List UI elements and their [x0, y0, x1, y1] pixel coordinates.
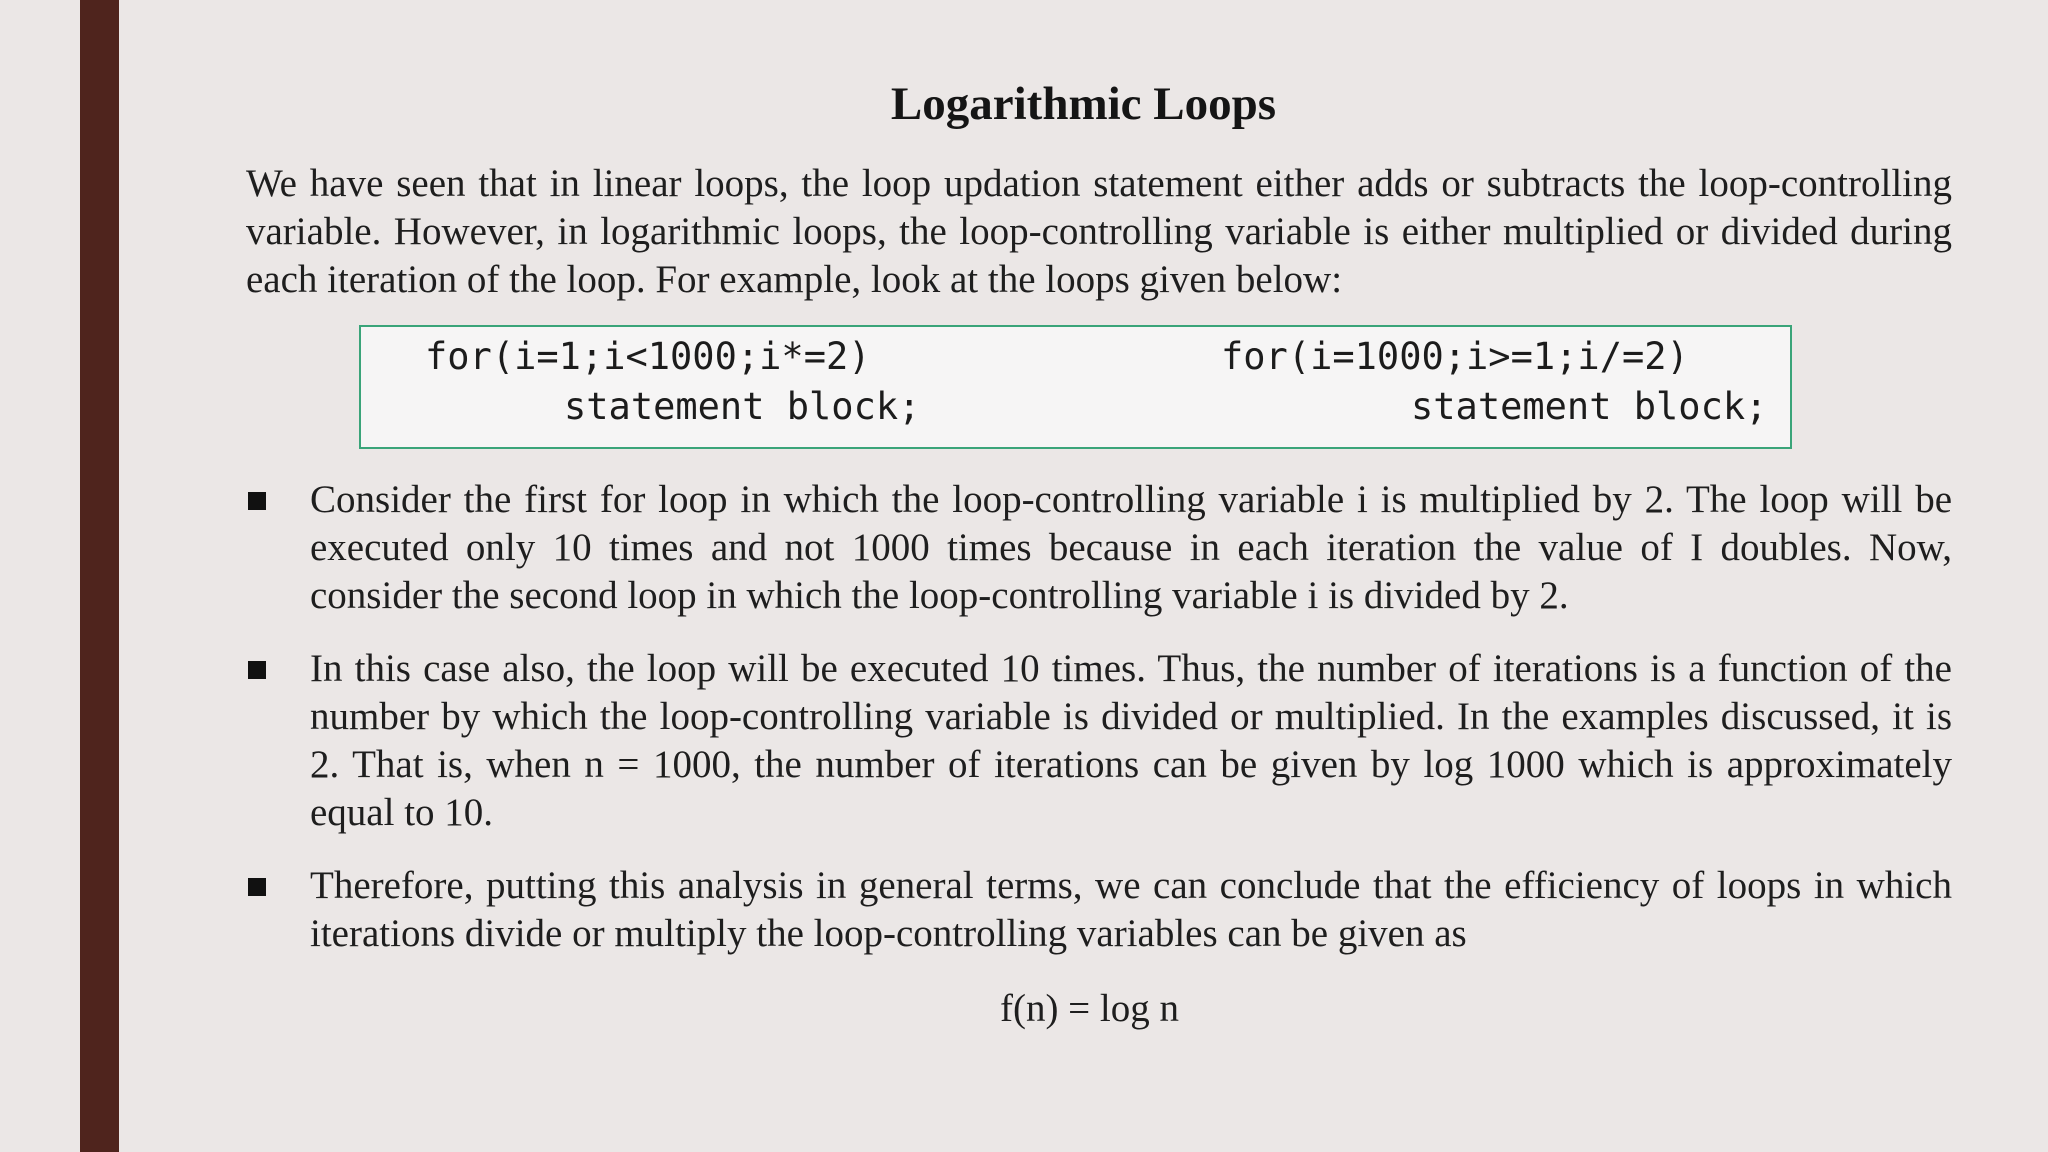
- bullet-text: In this case also, the loop will be executed 10 times. Thus, the number of iterations is a function of the number by which the loop-controlling variable is divided or multiplied. In the examples discussed, it is 2. That is, when n = 1000, the number of iterations can be given by log 1000 which is approximately equal to 10.: [310, 647, 1952, 834]
- code-right-loop-body: statement block;: [1411, 385, 1768, 428]
- bullet-text: Therefore, putting this analysis in general terms, we can conclude that the efficiency of loops in which iterations divide or multiply the loop-controlling variables can be given as: [310, 864, 1952, 955]
- bullet-item: [246, 862, 1952, 958]
- bullet-list: [246, 476, 1952, 983]
- bullet-item: [246, 476, 1952, 620]
- slide-left-margin: [0, 0, 80, 1152]
- bullet-item: [246, 645, 1952, 837]
- bullet-text: Consider the first for loop in which the loop-controlling variable i is multiplied by 2. The loop will be executed only 10 times and not 1000 times because in each iteration the value of I doubles. Now, consider the second loop in which the loop-controlling variable i is divided by 2.: [310, 478, 1952, 617]
- code-right-loop-header: for(i=1000;i>=1;i/=2): [1221, 335, 1689, 378]
- square-bullet-icon: [248, 878, 266, 896]
- square-bullet-icon: [248, 661, 266, 679]
- code-left-loop-header: for(i=1;i<1000;i*=2): [425, 335, 871, 378]
- slide-accent-bar: [80, 0, 119, 1152]
- slide-title: Logarithmic Loops: [890, 78, 1277, 130]
- efficiency-formula: f(n) = log n: [999, 987, 1180, 1030]
- code-example-box: [359, 325, 1792, 449]
- intro-paragraph: We have seen that in linear loops, the loop updation statement either adds or subtracts the loop-controlling variable. However, in logarithmic loops, the loop-controlling variable is either multiplied or divided during each iteration of the loop. For example, look at the loops given below:: [246, 162, 1952, 301]
- code-left-loop-body: statement block;: [564, 385, 921, 428]
- square-bullet-icon: [248, 492, 266, 510]
